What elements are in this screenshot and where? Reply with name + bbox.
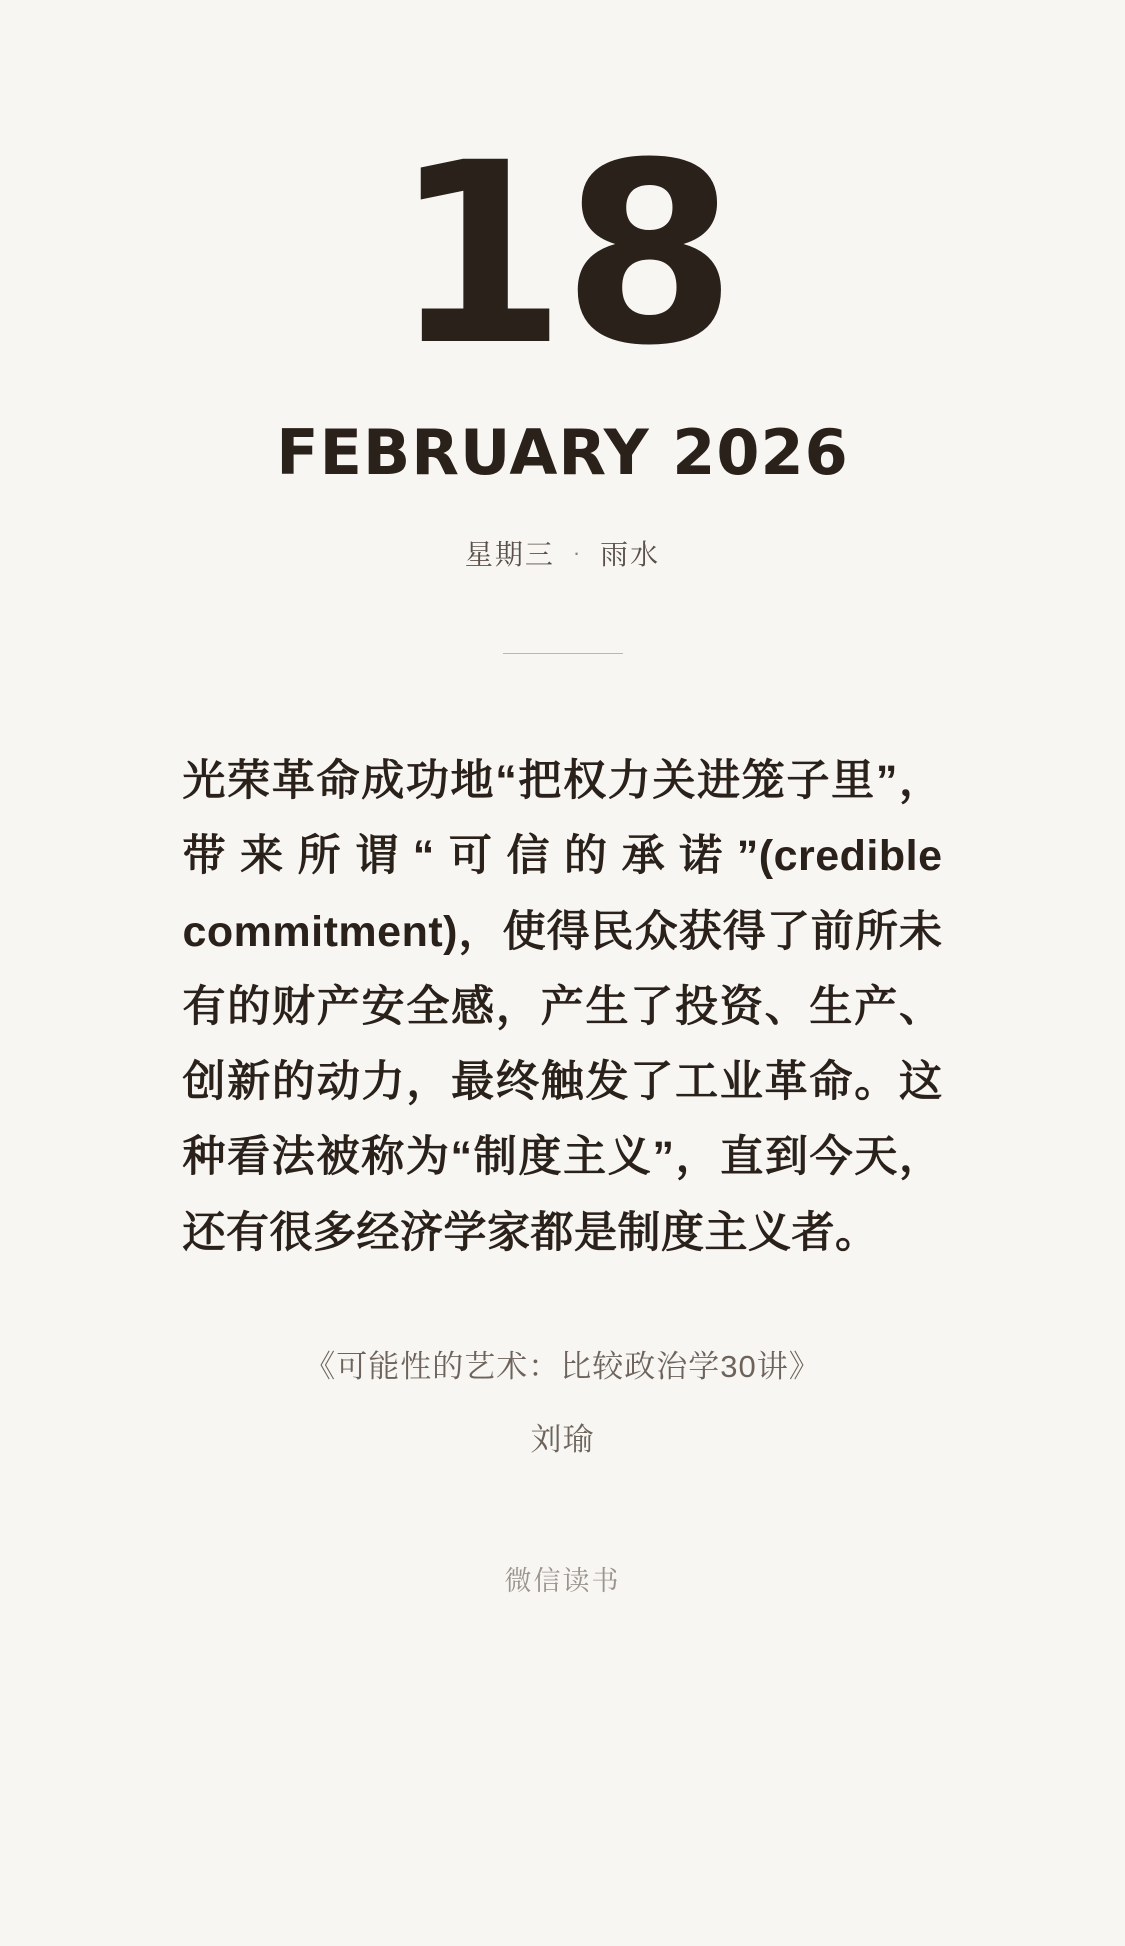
day-number: 18: [392, 109, 733, 400]
separator-dot-icon: ·: [572, 540, 583, 565]
solar-term-label: 雨水: [600, 539, 661, 570]
divider: [503, 653, 623, 654]
author-name: 刘瑜: [530, 1421, 595, 1457]
month-year-label: FEBRUARY 2026: [276, 416, 849, 489]
source-title: 《可能性的艺术：比较政治学30讲》: [304, 1348, 821, 1384]
quote-text: 光荣革命成功地“把权力关进笼子里”，带来所谓“可信的承诺”(credible commitment)，使得民众获得了前所未有的财产安全感，产生了投资、生产、创新的动力，最终触发了工业革命。这种看法被称为“制度主义”，直到今天，还有很多经济学家都是制度主义者。: [182, 757, 943, 1257]
app-footer-label: 微信读书: [504, 1565, 621, 1596]
weekday-row: [465, 533, 660, 573]
weekday-label: 星期三: [464, 539, 555, 570]
